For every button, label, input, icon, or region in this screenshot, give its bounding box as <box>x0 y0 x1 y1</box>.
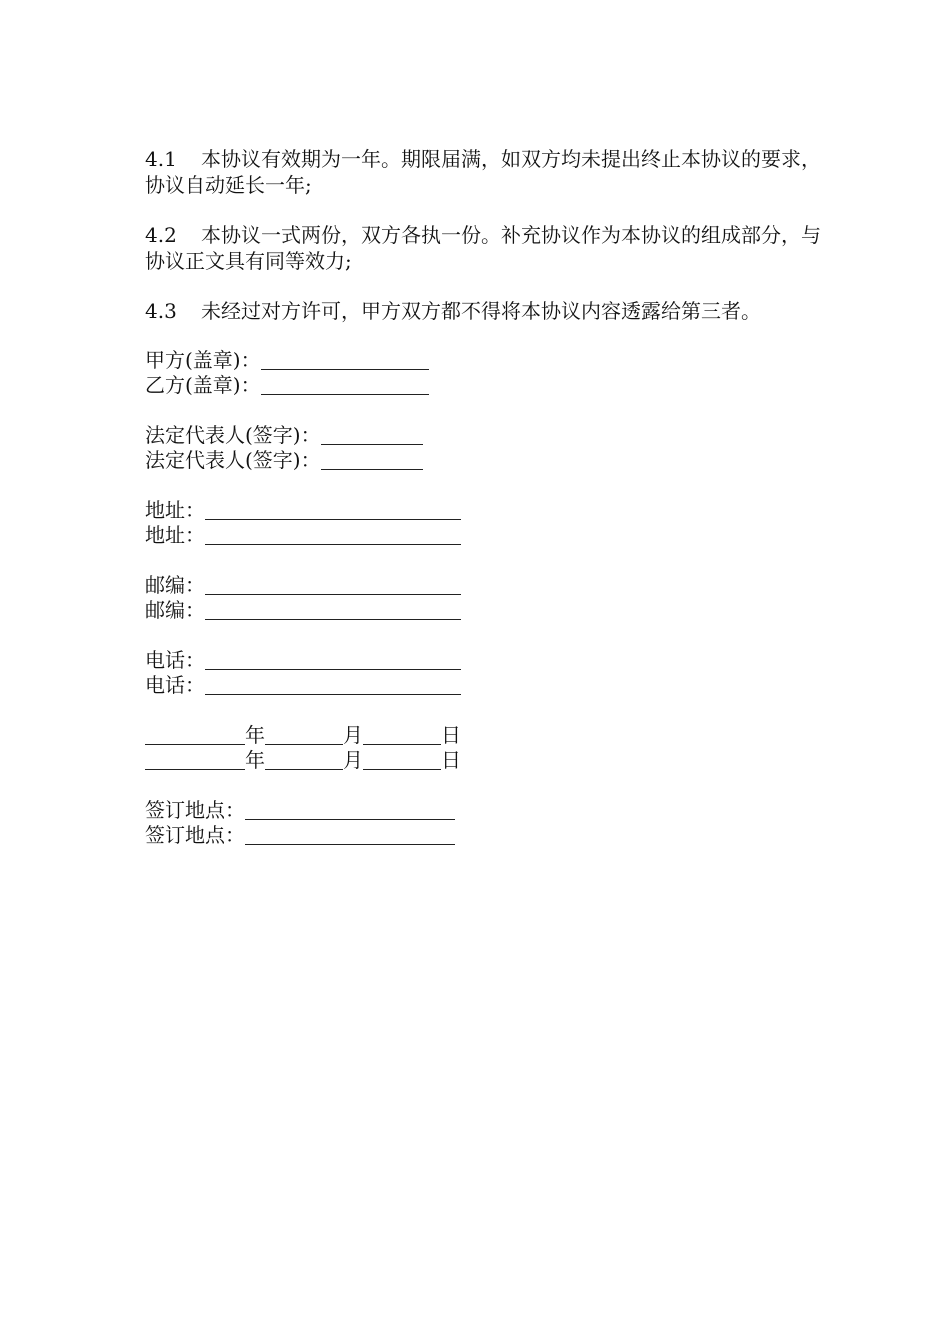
party-a-seal-label: 甲方(盖章)： <box>145 348 261 372</box>
seal-block <box>145 348 825 398</box>
signing-place-blank[interactable] <box>245 800 455 820</box>
clause-4-2 <box>145 222 825 274</box>
party-a-seal-line <box>145 348 825 373</box>
party-b-seal-label: 乙方(盖章)： <box>145 373 261 397</box>
legal-rep-block <box>145 423 825 473</box>
address-label: 地址： <box>145 523 205 547</box>
phone-label: 电话： <box>145 648 205 672</box>
day-blank[interactable] <box>363 750 441 770</box>
party-a-seal-blank[interactable] <box>261 350 429 370</box>
address-line-a <box>145 498 825 523</box>
day-blank[interactable] <box>363 725 441 745</box>
phone-label: 电话： <box>145 673 205 697</box>
clause-text: 本协议有效期为一年。期限届满，如双方均未提出终止本协议的要求，协议自动延长一年; <box>145 147 821 197</box>
year-label: 年 <box>245 748 265 772</box>
date-line-a <box>145 723 825 748</box>
signing-place-line-b <box>145 823 825 848</box>
year-label: 年 <box>245 723 265 747</box>
legal-rep-line-b <box>145 448 825 473</box>
day-label: 日 <box>441 723 461 747</box>
clause-4-1 <box>145 146 825 198</box>
legal-rep-label: 法定代表人(签字)： <box>145 448 321 472</box>
postcode-blank[interactable] <box>205 600 461 620</box>
legal-rep-blank[interactable] <box>321 425 423 445</box>
signing-place-block <box>145 798 825 848</box>
address-blank[interactable] <box>205 500 461 520</box>
signing-place-blank[interactable] <box>245 825 455 845</box>
address-label: 地址： <box>145 498 205 522</box>
clause-4-3 <box>145 298 825 324</box>
legal-rep-line-a <box>145 423 825 448</box>
clause-text: 本协议一式两份，双方各执一份。补充协议作为本协议的组成部分，与协议正文具有同等效力; <box>145 223 821 273</box>
legal-rep-blank[interactable] <box>321 450 423 470</box>
month-label: 月 <box>343 723 363 747</box>
address-line-b <box>145 523 825 548</box>
postcode-block <box>145 573 825 623</box>
address-blank[interactable] <box>205 525 461 545</box>
party-b-seal-line <box>145 373 825 398</box>
month-label: 月 <box>343 748 363 772</box>
month-blank[interactable] <box>265 725 343 745</box>
phone-line-a <box>145 648 825 673</box>
party-b-seal-blank[interactable] <box>261 375 429 395</box>
phone-blank[interactable] <box>205 650 461 670</box>
postcode-label: 邮编： <box>145 573 205 597</box>
signing-place-label: 签订地点： <box>145 798 245 822</box>
day-label: 日 <box>441 748 461 772</box>
legal-rep-label: 法定代表人(签字)： <box>145 423 321 447</box>
signing-place-label: 签订地点： <box>145 823 245 847</box>
year-blank[interactable] <box>145 750 245 770</box>
phone-line-b <box>145 673 825 698</box>
date-block <box>145 723 825 773</box>
year-blank[interactable] <box>145 725 245 745</box>
phone-block <box>145 648 825 698</box>
postcode-line-a <box>145 573 825 598</box>
phone-blank[interactable] <box>205 675 461 695</box>
signing-place-line-a <box>145 798 825 823</box>
month-blank[interactable] <box>265 750 343 770</box>
postcode-line-b <box>145 598 825 623</box>
document-page <box>145 146 825 848</box>
clause-text: 未经过对方许可，甲方双方都不得将本协议内容透露给第三者。 <box>201 299 761 323</box>
address-block <box>145 498 825 548</box>
clause-number: 4.2 <box>145 223 177 247</box>
postcode-blank[interactable] <box>205 575 461 595</box>
clause-number: 4.3 <box>145 299 177 323</box>
date-line-b <box>145 748 825 773</box>
clause-number: 4.1 <box>145 147 177 171</box>
postcode-label: 邮编： <box>145 598 205 622</box>
